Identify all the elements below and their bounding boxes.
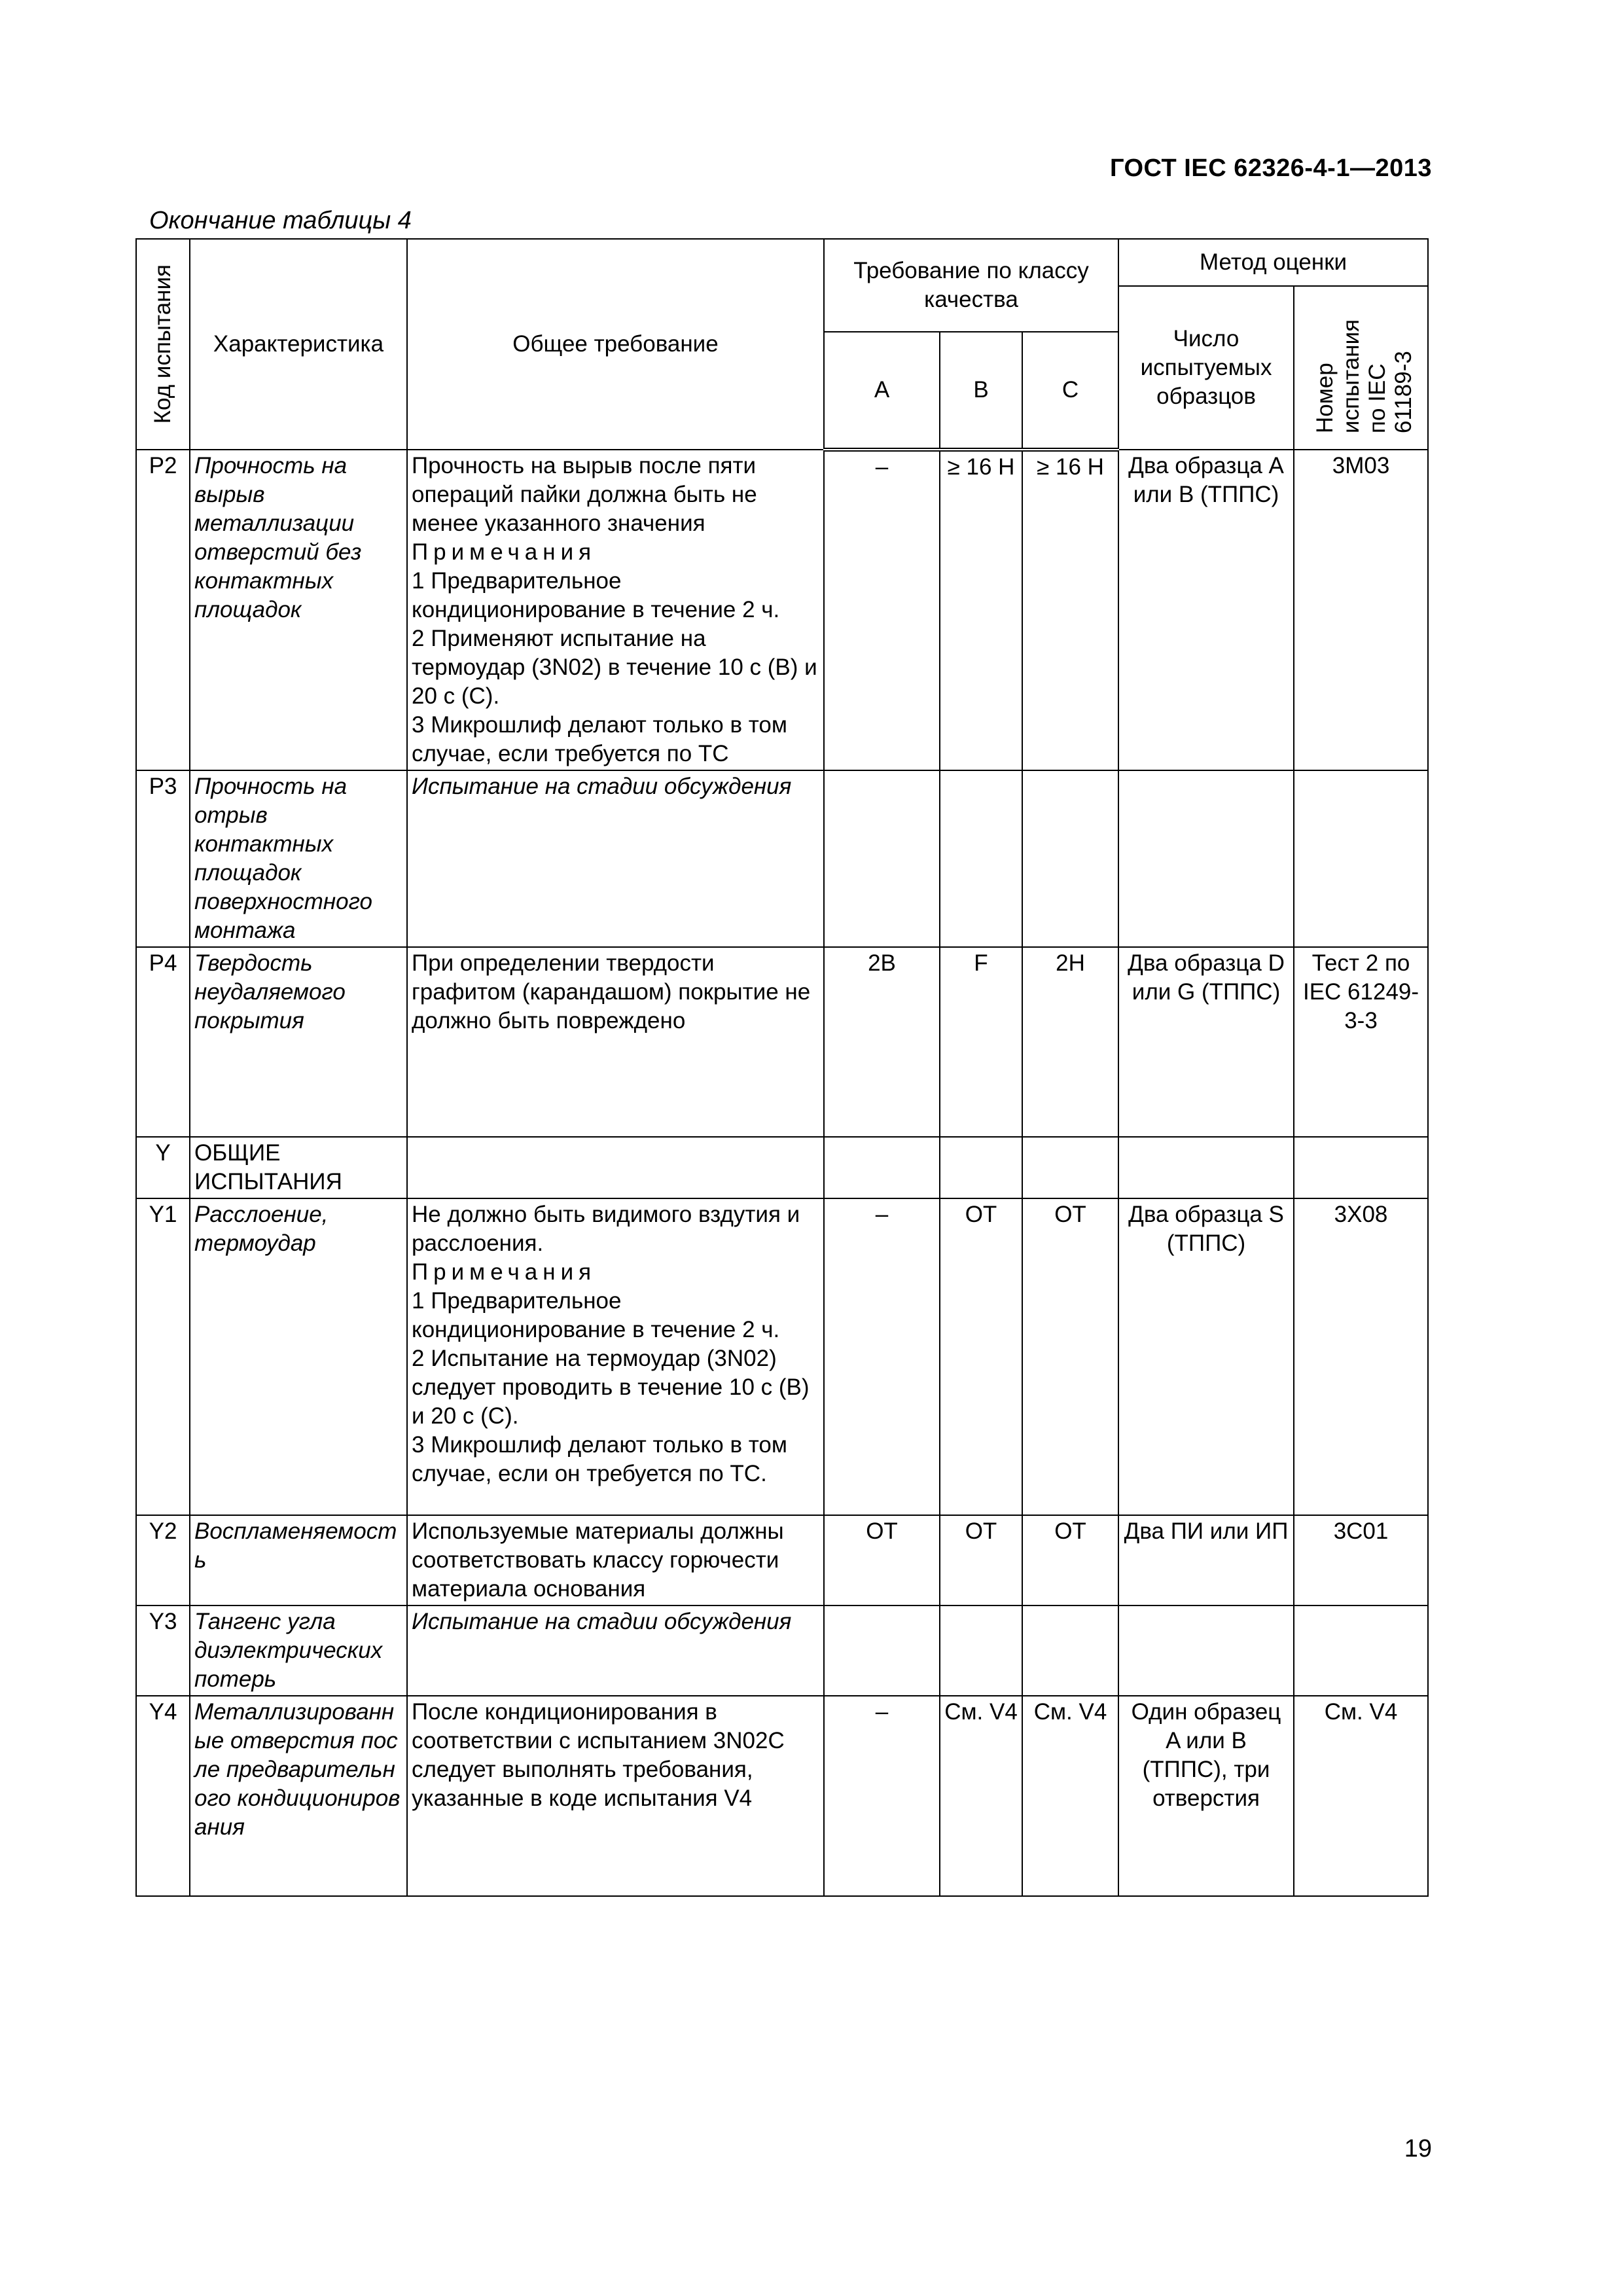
class-b-value: ОТ bbox=[940, 1515, 1022, 1605]
sample-count: Два образца D или G (ТППС) bbox=[1118, 947, 1294, 1137]
test-code: Y bbox=[136, 1137, 190, 1198]
sample-count: Два образца S (ТППС) bbox=[1118, 1198, 1294, 1515]
note: 1 Предварительное кондиционирование в течение 2 ч. bbox=[412, 568, 780, 622]
characteristic: Тангенс угла диэлектрических потерь bbox=[190, 1605, 407, 1696]
test-number: 3M03 bbox=[1294, 450, 1428, 770]
header-general-requirement: Общее требование bbox=[407, 239, 824, 450]
class-a-value: – bbox=[824, 450, 940, 770]
header-code: Код испытания bbox=[136, 239, 190, 450]
table-row bbox=[136, 1696, 1428, 1896]
header-class-b: B bbox=[940, 332, 1022, 450]
sample-count: Два ПИ или ИП bbox=[1118, 1515, 1294, 1605]
test-code: P4 bbox=[136, 947, 190, 1137]
class-c-value bbox=[1022, 1605, 1118, 1696]
document-code: ГОСТ IEC 62326-4-1—2013 bbox=[1109, 154, 1432, 182]
general-requirement: При определении твердости графитом (карандашом) покрытие не должно быть повреждено bbox=[407, 947, 824, 1137]
test-number bbox=[1294, 770, 1428, 947]
class-a-value: – bbox=[824, 1198, 940, 1515]
characteristic: Расслоение, термоудар bbox=[190, 1198, 407, 1515]
class-a-value: ОТ bbox=[824, 1515, 940, 1605]
sample-count: Один образец A или B (ТППС), три отверстия bbox=[1118, 1696, 1294, 1896]
test-number: См. V4 bbox=[1294, 1696, 1428, 1896]
test-number bbox=[1294, 1605, 1428, 1696]
header-samples: Число испытуемых образцов bbox=[1118, 286, 1294, 450]
characteristic: Прочность на вырыв металлизации отверстий без контактных площадок bbox=[190, 450, 407, 770]
characteristic: Воспламеняемость bbox=[190, 1515, 407, 1605]
note: 3 Микрошлиф делают только в том случае, если требуется по ТС bbox=[412, 712, 787, 766]
test-code: Y2 bbox=[136, 1515, 190, 1605]
test-number: 3X08 bbox=[1294, 1198, 1428, 1515]
note: 3 Микрошлиф делают только в том случае, если он требуется по ТС. bbox=[412, 1432, 787, 1486]
sample-count bbox=[1118, 1605, 1294, 1696]
note: 1 Предварительное кондиционирование в течение 2 ч. bbox=[412, 1288, 780, 1342]
header-test-number: Номер испытания по IEC 61189-3 bbox=[1294, 286, 1428, 450]
notes-title: Примечания bbox=[412, 539, 597, 565]
class-b-value: F bbox=[940, 947, 1022, 1137]
characteristic: Металлизированные отверстия после предварительного кондиционирования bbox=[190, 1696, 407, 1896]
table-section-row bbox=[136, 1137, 1428, 1198]
sample-count: Два образца A или B (ТППС) bbox=[1118, 450, 1294, 770]
sample-count bbox=[1118, 770, 1294, 947]
class-a-value bbox=[824, 1605, 940, 1696]
test-code: Y3 bbox=[136, 1605, 190, 1696]
class-c-value: См. V4 bbox=[1022, 1696, 1118, 1896]
header-method: Метод оценки bbox=[1118, 239, 1428, 286]
header-characteristic: Характеристика bbox=[190, 239, 407, 450]
class-a-value: 2B bbox=[824, 947, 940, 1137]
header-class-c: C bbox=[1022, 332, 1118, 450]
header-class-requirement: Требование по классу качества bbox=[824, 239, 1118, 332]
class-c-value: ОТ bbox=[1022, 1515, 1118, 1605]
test-code: P2 bbox=[136, 450, 190, 770]
requirements-table bbox=[135, 238, 1429, 1897]
table-row bbox=[136, 947, 1428, 1137]
table-row bbox=[136, 770, 1428, 947]
characteristic: Прочность на отрыв контактных площадок поверхностного монтажа bbox=[190, 770, 407, 947]
class-b-value: ОТ bbox=[940, 1198, 1022, 1515]
note: 2 Применяют испытание на термоудар (3N02) в течение 10 с (B) и 20 с (C). bbox=[412, 626, 817, 709]
test-code: Y4 bbox=[136, 1696, 190, 1896]
notes-title: Примечания bbox=[412, 1259, 597, 1285]
table-row bbox=[136, 1198, 1428, 1515]
test-number: 3C01 bbox=[1294, 1515, 1428, 1605]
table-row bbox=[136, 450, 1428, 770]
section-title: ОБЩИЕ ИСПЫТАНИЯ bbox=[190, 1137, 407, 1198]
characteristic: Твердость неудаляемого покрытия bbox=[190, 947, 407, 1137]
general-requirement: Прочность на вырыв после пяти операций пайки должна быть не менее указанного значения Примечания 1 Предварительное кондиционирование в течение 2 ч. 2 Применяют испытание на термоудар (3N02) в течение 10 с (B) и 20 с (C). 3 Микрошлиф делают только в том случае, если требуется по ТС bbox=[407, 450, 824, 770]
class-b-value bbox=[940, 1605, 1022, 1696]
class-b-value: См. V4 bbox=[940, 1696, 1022, 1896]
table-row bbox=[136, 1515, 1428, 1605]
test-number: Тест 2 по IEC 61249-3-3 bbox=[1294, 947, 1428, 1137]
class-a-value: – bbox=[824, 1696, 940, 1896]
class-b-value bbox=[940, 770, 1022, 947]
class-a-value bbox=[824, 770, 940, 947]
header-class-a: A bbox=[824, 332, 940, 450]
table-caption: Окончание таблицы 4 bbox=[149, 207, 412, 234]
test-code: Y1 bbox=[136, 1198, 190, 1515]
note: 2 Испытание на термоудар (3N02) следует проводить в течение 10 с (B) и 20 с (C). bbox=[412, 1346, 810, 1429]
general-requirement: Используемые материалы должны соответствовать классу горючести материала основания bbox=[407, 1515, 824, 1605]
class-c-value bbox=[1022, 770, 1118, 947]
table-row bbox=[136, 1605, 1428, 1696]
class-c-value: 2H bbox=[1022, 947, 1118, 1137]
class-c-value: ≥ 16 Н bbox=[1022, 450, 1118, 770]
general-requirement: Испытание на стадии обсуждения bbox=[407, 1605, 824, 1696]
class-b-value: ≥ 16 Н bbox=[940, 450, 1022, 770]
test-code: P3 bbox=[136, 770, 190, 947]
class-c-value: ОТ bbox=[1022, 1198, 1118, 1515]
general-requirement: Не должно быть видимого вздутия и расслоения. Примечания 1 Предварительное кондиционирование в течение 2 ч. 2 Испытание на термоудар (3N02) следует проводить в течение 10 с (B) и 20 с (C). 3 Микрошлиф делают только в том случае, если он требуется по ТС. bbox=[407, 1198, 824, 1515]
general-requirement: Испытание на стадии обсуждения bbox=[407, 770, 824, 947]
general-requirement: После кондиционирования в соответствии с испытанием 3N02C следует выполнять требования, указанные в коде испытания V4 bbox=[407, 1696, 824, 1896]
page-number: 19 bbox=[1404, 2135, 1432, 2162]
